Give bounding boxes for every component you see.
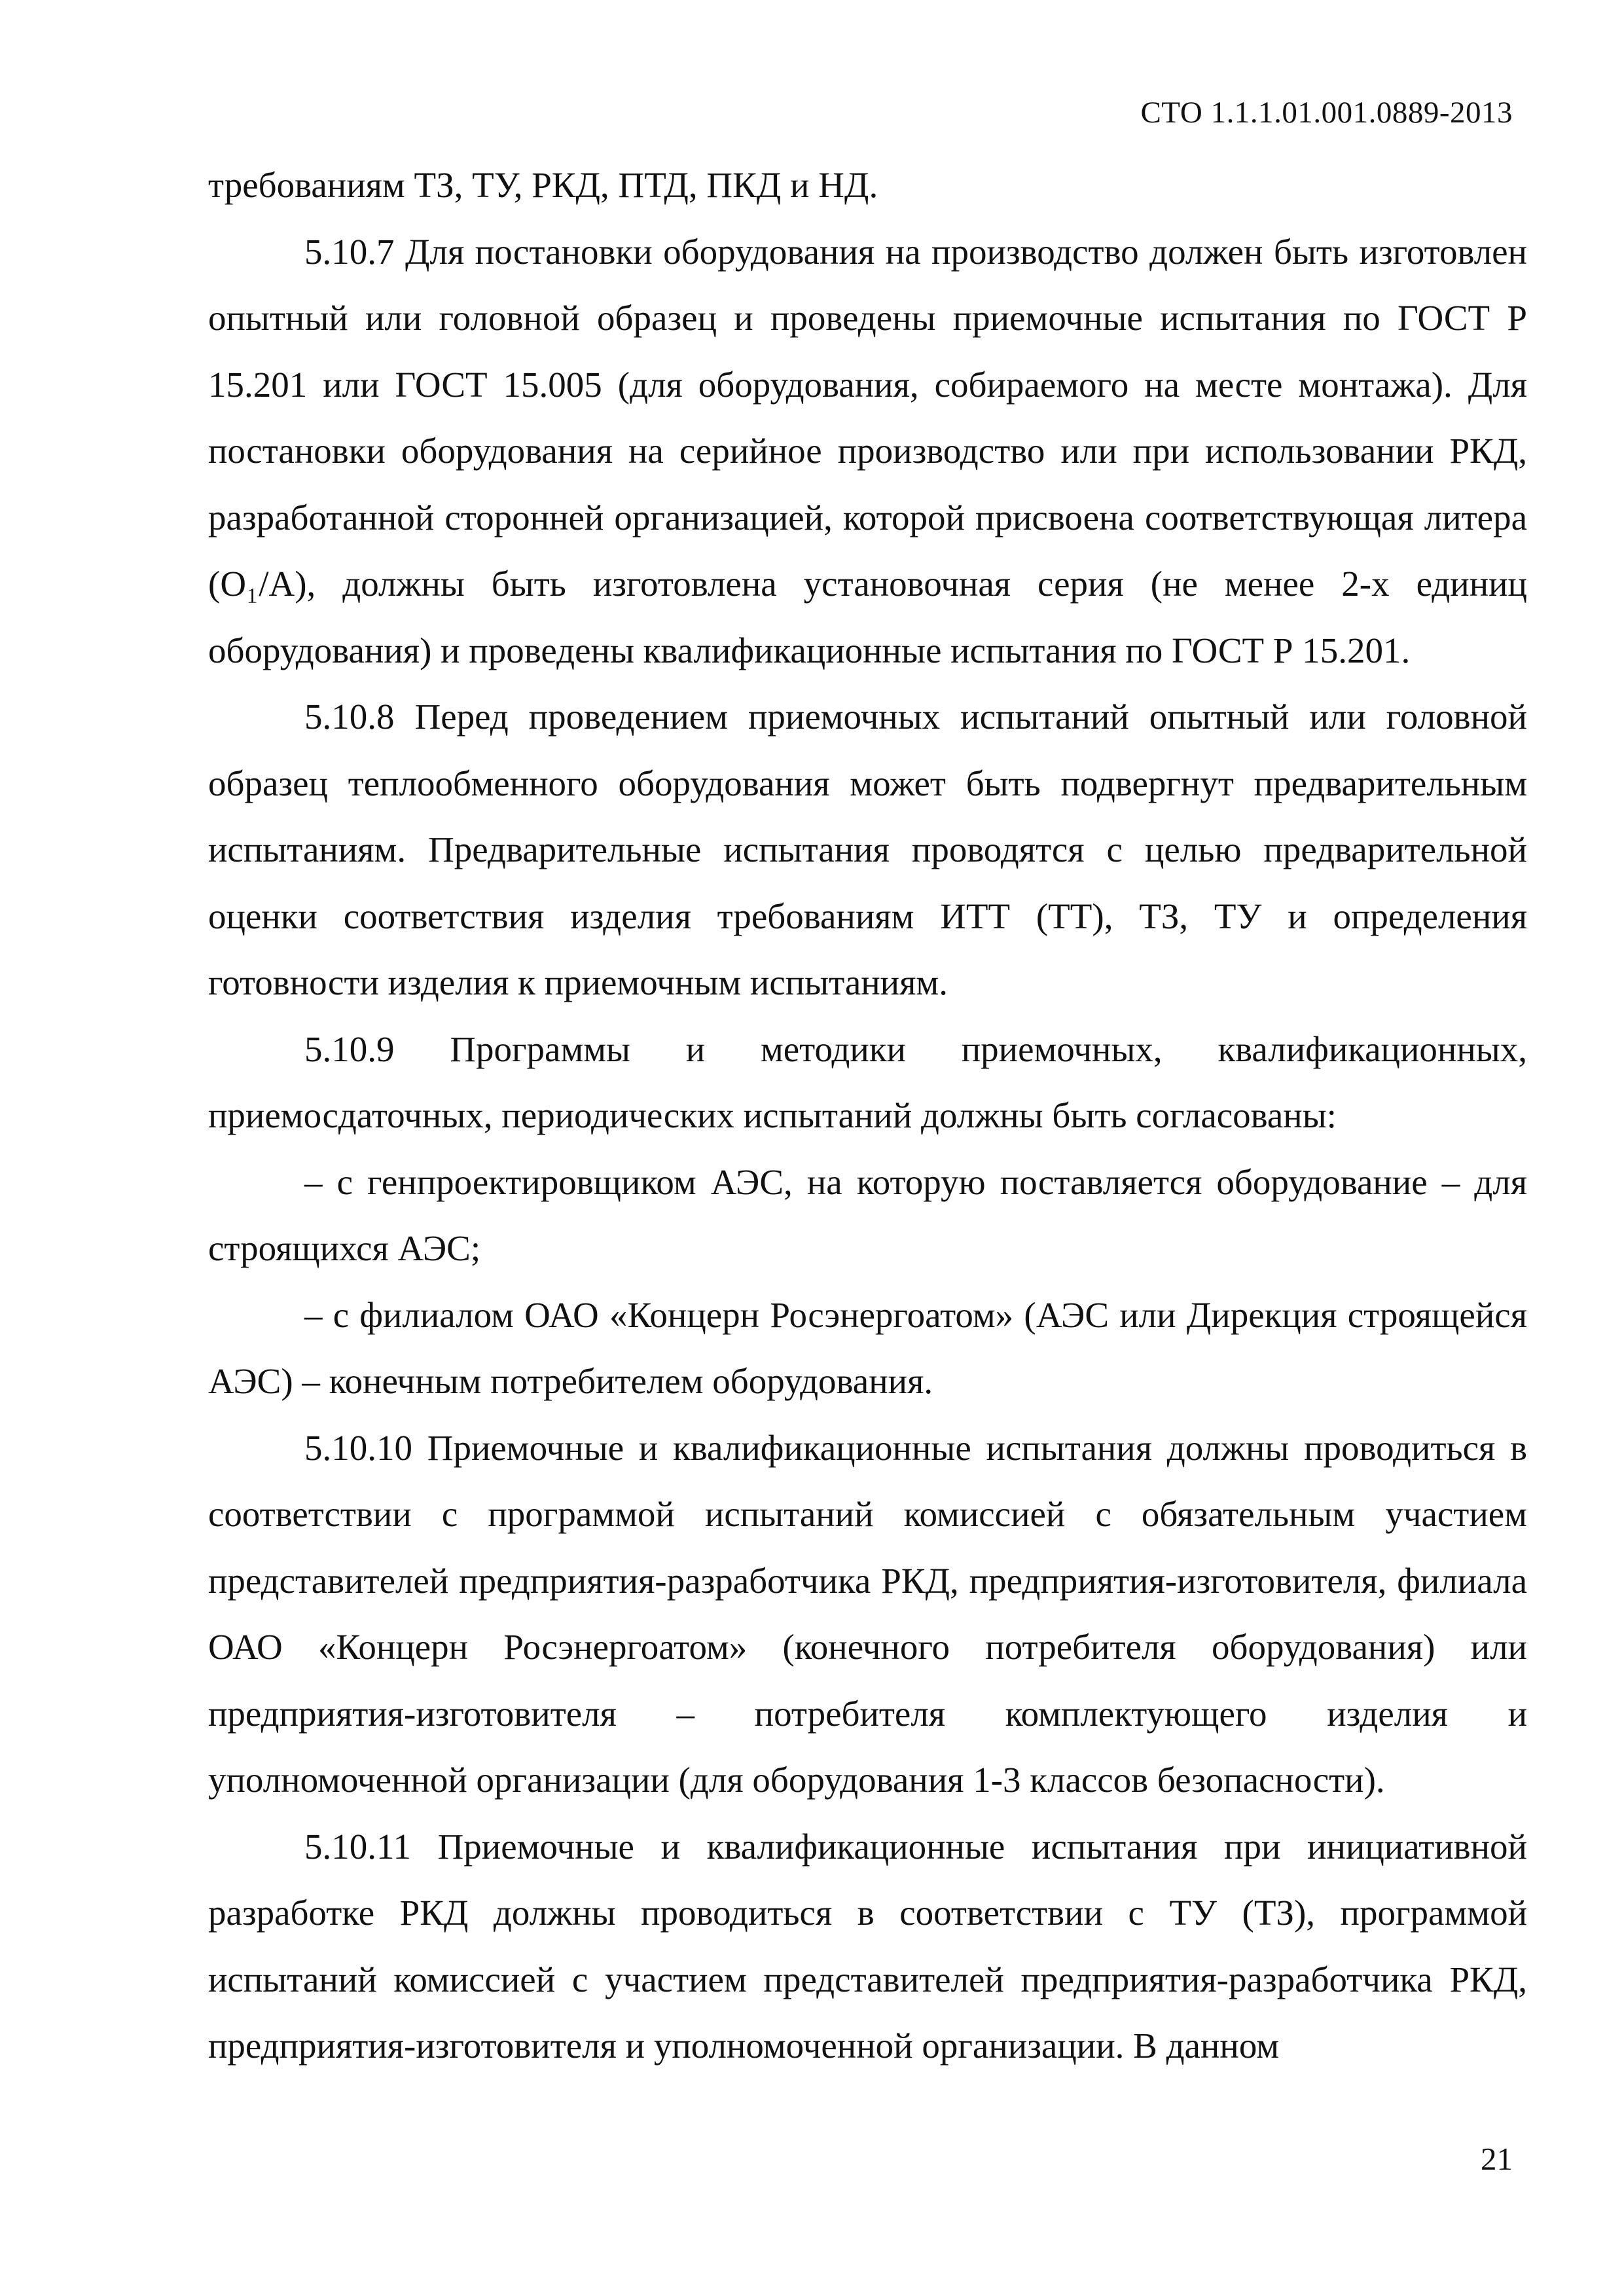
document-code: СТО 1.1.1.01.001.0889-2013 [1140,96,1513,130]
list-item-concern-branch: – с филиалом ОАО «Концерн Росэнергоатом» (АЭС или Дирекция строящейся АЭС) – конечным потребителем оборудования. [208,1294,1527,1401]
paragraph-5-10-7: 5.10.7 Для постановки оборудования на производство должен быть изготовлен опытный или головной образец и проведены приемочные испытания по ГОСТ Р 15.201 или ГОСТ 15.005 (для оборудования, собираемого на месте монтажа). Для постановки оборудования на серийное производство или при использовании РКД, разработанной сторонней организацией, которой присвоена соответствующая литера (О₁/А), должны быть изготовлена установочная серия (не менее 2-х единиц оборудования) и проведены квалификационные испытания по ГОСТ Р 15.201. [208,231,1527,670]
paragraph-5-10-8: 5.10.8 Перед проведением приемочных испытаний опытный или головной образец теплообменного оборудования может быть подвергнут предварительным испытаниям. Предварительные испытания проводятся с целью предварительной оценки соответствия изделия требованиям ИТТ (ТТ), ТЗ, ТУ и определения готовности изделия к приемочным испытаниям. [208,697,1527,1002]
paragraph-continuation: требованиям ТЗ, ТУ, РКД, ПТД, ПКД и НД. [208,165,878,205]
document-body [208,152,1527,2079]
paragraph-5-10-11: 5.10.11 Приемочные и квалификационные испытания при инициативной разработке РКД должны проводиться в соответствии с ТУ (ТЗ), программой испытаний комиссией с участием представителей предприятия-разработчика РКД, предприятия-изготовителя и уполномоченной организации. В данном [208,1826,1527,2066]
paragraph-5-10-10: 5.10.10 Приемочные и квалификационные испытания должны проводиться в соответствии с программой испытаний комиссией с обязательным участием представителей предприятия-разработчика РКД, предприятия-изготовителя, филиала ОАО «Концерн Росэнергоатом» (конечного потребителя оборудования) или предприятия-изготовителя – потребителя комплектующего изделия и уполномоченной организации (для оборудования 1-3 классов безопасности). [208,1427,1527,1800]
page-number: 21 [1481,2141,1513,2177]
paragraph-5-10-9: 5.10.9 Программы и методики приемочных, квалификационных, приемосдаточных, периодических испытаний должны быть согласованы: [208,1029,1527,1135]
list-item-genproject: – с генпроектировщиком АЭС, на которую поставляется оборудование – для строящихся АЭС; [208,1161,1527,1268]
